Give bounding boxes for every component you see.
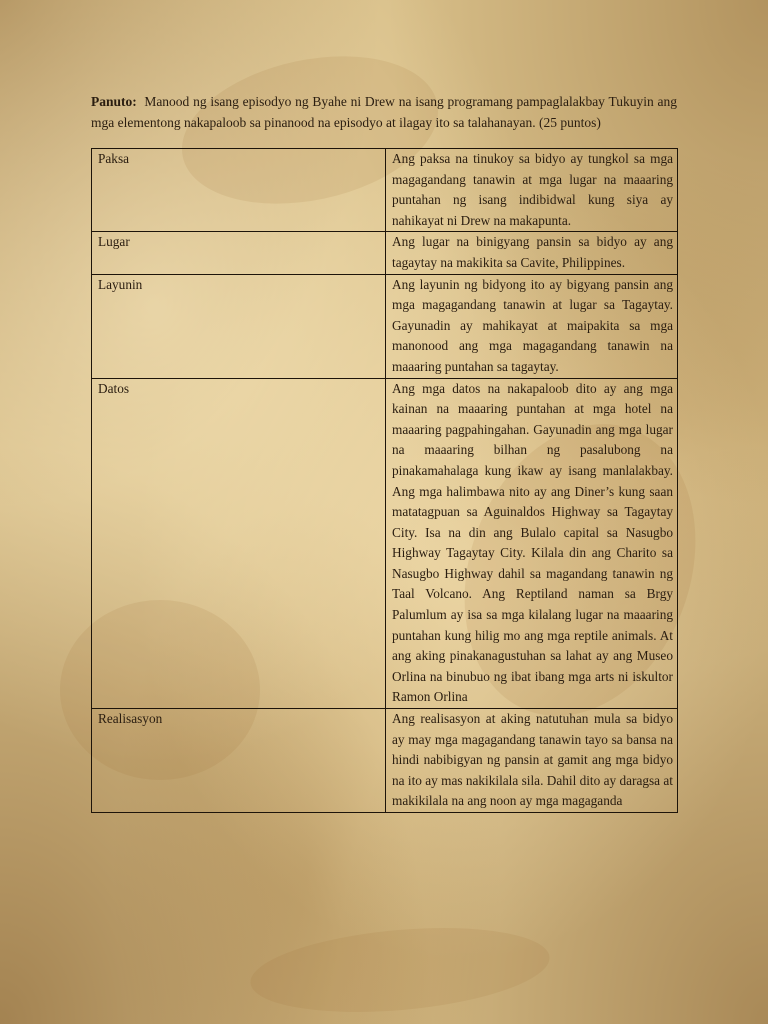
- row-content: Ang mga datos na nakapaloob dito ay ang mga kainan na maaaring puntahan at mga hotel na maaaring pagpahingahan. Gayunadin ang mga lugar na maaaring bilhan ng pasalubong na pinakamahalaga kung ikaw ay isang manlalakbay. Ang mga halimbawa nito ay ang Diner’s kung saan matatagpuan sa Aguinaldos Highway sa Tagaytay City. Isa na din ang Bulalo capital sa Nasugbo Highway Tagaytay City. Kilala din ang Charito sa Nasugbo Highway dahil sa magandang tanawin ng Taal Volcano. Ang Reptiland naman sa Brgy Palumlum ay isa sa mga kilalang lugar na maaaring puntahan kung hilig mo ang mga reptile animals. At ang aking pinakanagustuhan sa lahat ay ang Museo Orlina na binubuo ng ibat ibang mga arts ni iskultor Ramon Orlina: [386, 378, 678, 709]
- table-row: [92, 709, 678, 813]
- table-row: [92, 378, 678, 709]
- instructions-paragraph: [91, 92, 677, 133]
- row-label: Realisasyon: [92, 709, 386, 813]
- table-row: [92, 274, 678, 378]
- row-content: Ang realisasyon at aking natutuhan mula sa bidyo ay may mga magagandang tanawin tayo sa bansa na hindi nabibigyan ng pansin at gamit ang mga bidyo na ito ay mas nakikilala sila. Dahil dito ay daragsa at makikilala na ang noon ay mga magaganda: [386, 709, 678, 813]
- instructions-text: Manood ng isang episodyo ng Byahe ni Drew na isang programang pampaglalakbay Tukuyin ang mga elementong nakapaloob sa pinanood na episodyo at ilagay ito sa talahanayan. (25 puntos): [91, 94, 677, 130]
- document-page: [91, 92, 677, 813]
- row-content: Ang layunin ng bidyong ito ay bigyang pansin ang mga magagandang tanawin at lugar sa Tagaytay. Gayunadin ay mahikayat at maipakita sa mga manonood ang mga magagandang tanawin na maaaring puntahan sa tagaytay.: [386, 274, 678, 378]
- table-row: [92, 149, 678, 232]
- table-row: [92, 232, 678, 274]
- row-label: Lugar: [92, 232, 386, 274]
- elements-table: [91, 148, 678, 813]
- instructions-label: Panuto:: [91, 94, 137, 109]
- parchment-stain: [247, 917, 553, 1023]
- row-label: Paksa: [92, 149, 386, 232]
- row-label: Datos: [92, 378, 386, 709]
- row-content: Ang paksa na tinukoy sa bidyo ay tungkol sa mga magagandang tanawin at mga lugar na maaaring puntahan ng isang indibidwal kung siya ay nahikayat ni Drew na makapunta.: [386, 149, 678, 232]
- row-label: Layunin: [92, 274, 386, 378]
- row-content: Ang lugar na binigyang pansin sa bidyo ay ang tagaytay na makikita sa Cavite, Philippines.: [386, 232, 678, 274]
